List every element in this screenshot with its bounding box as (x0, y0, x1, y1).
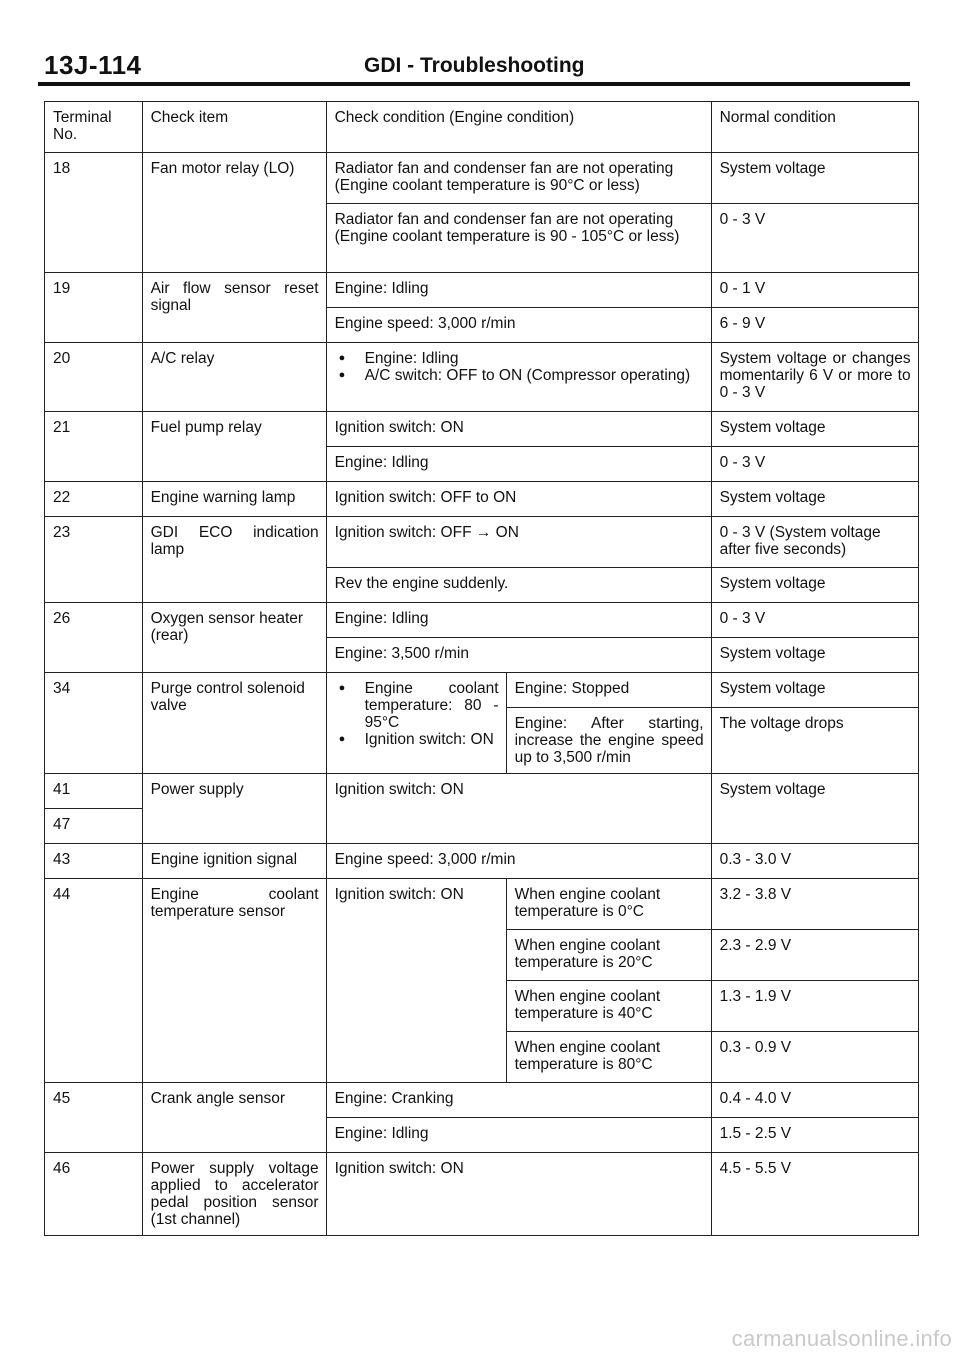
check-item: Engine coolant temperature sensor (142, 879, 326, 1083)
normal-condition: 0 - 3 V (711, 447, 918, 482)
sub-condition: When engine coolant temperature is 40°C (506, 981, 711, 1032)
check-condition: Ignition switch: ON (326, 1153, 711, 1236)
table-row (45, 517, 919, 568)
check-item: Oxygen sensor heater (rear) (142, 603, 326, 673)
terminal-no: 22 (45, 482, 143, 517)
header-rule (38, 82, 910, 86)
check-item: Air flow sensor reset signal (142, 273, 326, 343)
condition-bullet-list (335, 350, 704, 384)
terminal-no: 21 (45, 412, 143, 482)
sub-condition: Engine: Stopped (506, 673, 711, 708)
normal-condition: 0 - 3 V (711, 204, 918, 273)
terminal-no: 46 (45, 1153, 143, 1236)
header-terminal: Terminal No. (45, 102, 143, 153)
check-item: Purge control solenoid valve (142, 673, 326, 774)
check-item: Engine ignition signal (142, 844, 326, 879)
check-item: Crank angle sensor (142, 1083, 326, 1153)
condition-bullet: ● A/C switch: OFF to ON (Compressor operating) (335, 367, 704, 384)
check-condition: Ignition switch: ON (326, 879, 506, 1083)
normal-condition: 1.5 - 2.5 V (711, 1118, 918, 1153)
normal-condition: System voltage (711, 568, 918, 603)
page-title: GDI - Troubleshooting (364, 54, 585, 77)
check-item: Fan motor relay (LO) (142, 153, 326, 273)
check-item: GDI ECO indication lamp (142, 517, 326, 603)
table-row (45, 774, 919, 809)
check-condition: Radiator fan and condenser fan are not operating (Engine coolant temperature is 90°C or less) (326, 153, 711, 204)
sub-condition: When engine coolant temperature is 80°C (506, 1032, 711, 1083)
normal-condition: System voltage (711, 482, 918, 517)
check-condition: Engine: Idling (326, 1118, 711, 1153)
normal-condition: The voltage drops (711, 708, 918, 774)
normal-condition: 4.5 - 5.5 V (711, 1153, 918, 1236)
condition-bullet: ● Engine coolant temperature: 80 - 95°C (335, 680, 499, 731)
normal-condition: System voltage or changes momentarily 6 V or more to 0 - 3 V (711, 343, 918, 412)
table-row (45, 412, 919, 447)
check-condition: Ignition switch: ON (326, 412, 711, 447)
table-row (45, 673, 919, 708)
normal-condition: 1.3 - 1.9 V (711, 981, 918, 1032)
normal-condition: 0.3 - 3.0 V (711, 844, 918, 879)
terminal-no: 23 (45, 517, 143, 603)
terminal-no: 41 (45, 774, 143, 809)
terminal-no: 19 (45, 273, 143, 343)
check-condition: Engine: Idling (326, 273, 711, 308)
condition-bullet: ● Engine: Idling (335, 350, 704, 367)
check-item: A/C relay (142, 343, 326, 412)
table-row (45, 153, 919, 204)
table-header-row (45, 102, 919, 153)
check-item: Power supply (142, 774, 326, 844)
table-row (45, 273, 919, 308)
check-condition: Radiator fan and condenser fan are not operating (Engine coolant temperature is 90 - 105°C or less) (326, 204, 711, 273)
check-condition: Ignition switch: ON (326, 774, 711, 844)
normal-condition: 3.2 - 3.8 V (711, 879, 918, 930)
sub-condition: When engine coolant temperature is 20°C (506, 930, 711, 981)
condition-bullet: ● Ignition switch: ON (335, 731, 499, 748)
terminal-no: 34 (45, 673, 143, 774)
table-row (45, 844, 919, 879)
check-item: Fuel pump relay (142, 412, 326, 482)
terminal-no: 45 (45, 1083, 143, 1153)
normal-condition: 0 - 3 V (System voltage after five seconds) (711, 517, 918, 568)
check-item: Power supply voltage applied to accelerator pedal position sensor (1st channel) (142, 1153, 326, 1236)
normal-condition: 0.3 - 0.9 V (711, 1032, 918, 1083)
watermark: carmanualsonline.info (731, 1326, 952, 1351)
normal-condition: 0.4 - 4.0 V (711, 1083, 918, 1118)
check-condition: Ignition switch: OFF to ON (326, 482, 711, 517)
header-normal-condition: Normal condition (711, 102, 918, 153)
normal-condition: 6 - 9 V (711, 308, 918, 343)
check-condition: Engine: 3,500 r/min (326, 638, 711, 673)
check-condition: Engine speed: 3,000 r/min (326, 844, 711, 879)
terminal-no: 44 (45, 879, 143, 1083)
table-row (45, 1153, 919, 1236)
check-condition: Engine: Cranking (326, 1083, 711, 1118)
terminal-no: 18 (45, 153, 143, 273)
check-item: Engine warning lamp (142, 482, 326, 517)
normal-condition: System voltage (711, 774, 918, 844)
terminal-check-table (44, 101, 919, 1236)
check-condition: Engine speed: 3,000 r/min (326, 308, 711, 343)
terminal-no: 47 (45, 809, 143, 844)
normal-condition: System voltage (711, 412, 918, 447)
page-header (44, 50, 910, 82)
check-condition (326, 343, 711, 412)
check-condition: Engine: Idling (326, 603, 711, 638)
page-number: 13J-114 (44, 50, 142, 80)
table-row (45, 1083, 919, 1118)
normal-condition: System voltage (711, 673, 918, 708)
check-condition: Rev the engine suddenly. (326, 568, 711, 603)
normal-condition: 2.3 - 2.9 V (711, 930, 918, 981)
normal-condition: System voltage (711, 153, 918, 204)
header-check-condition: Check condition (Engine condition) (326, 102, 711, 153)
check-condition (326, 673, 506, 774)
sub-condition: Engine: After starting, increase the engine speed up to 3,500 r/min (506, 708, 711, 774)
normal-condition: 0 - 1 V (711, 273, 918, 308)
check-condition: Ignition switch: OFF → ON (326, 517, 711, 568)
terminal-no: 43 (45, 844, 143, 879)
terminal-no: 26 (45, 603, 143, 673)
normal-condition: System voltage (711, 638, 918, 673)
check-condition: Engine: Idling (326, 447, 711, 482)
table-row (45, 603, 919, 638)
header-check-item: Check item (142, 102, 326, 153)
condition-bullet-list (335, 680, 499, 748)
normal-condition: 0 - 3 V (711, 603, 918, 638)
table-row (45, 879, 919, 930)
table-row (45, 482, 919, 517)
table-row (45, 343, 919, 412)
terminal-no: 20 (45, 343, 143, 412)
sub-condition: When engine coolant temperature is 0°C (506, 879, 711, 930)
